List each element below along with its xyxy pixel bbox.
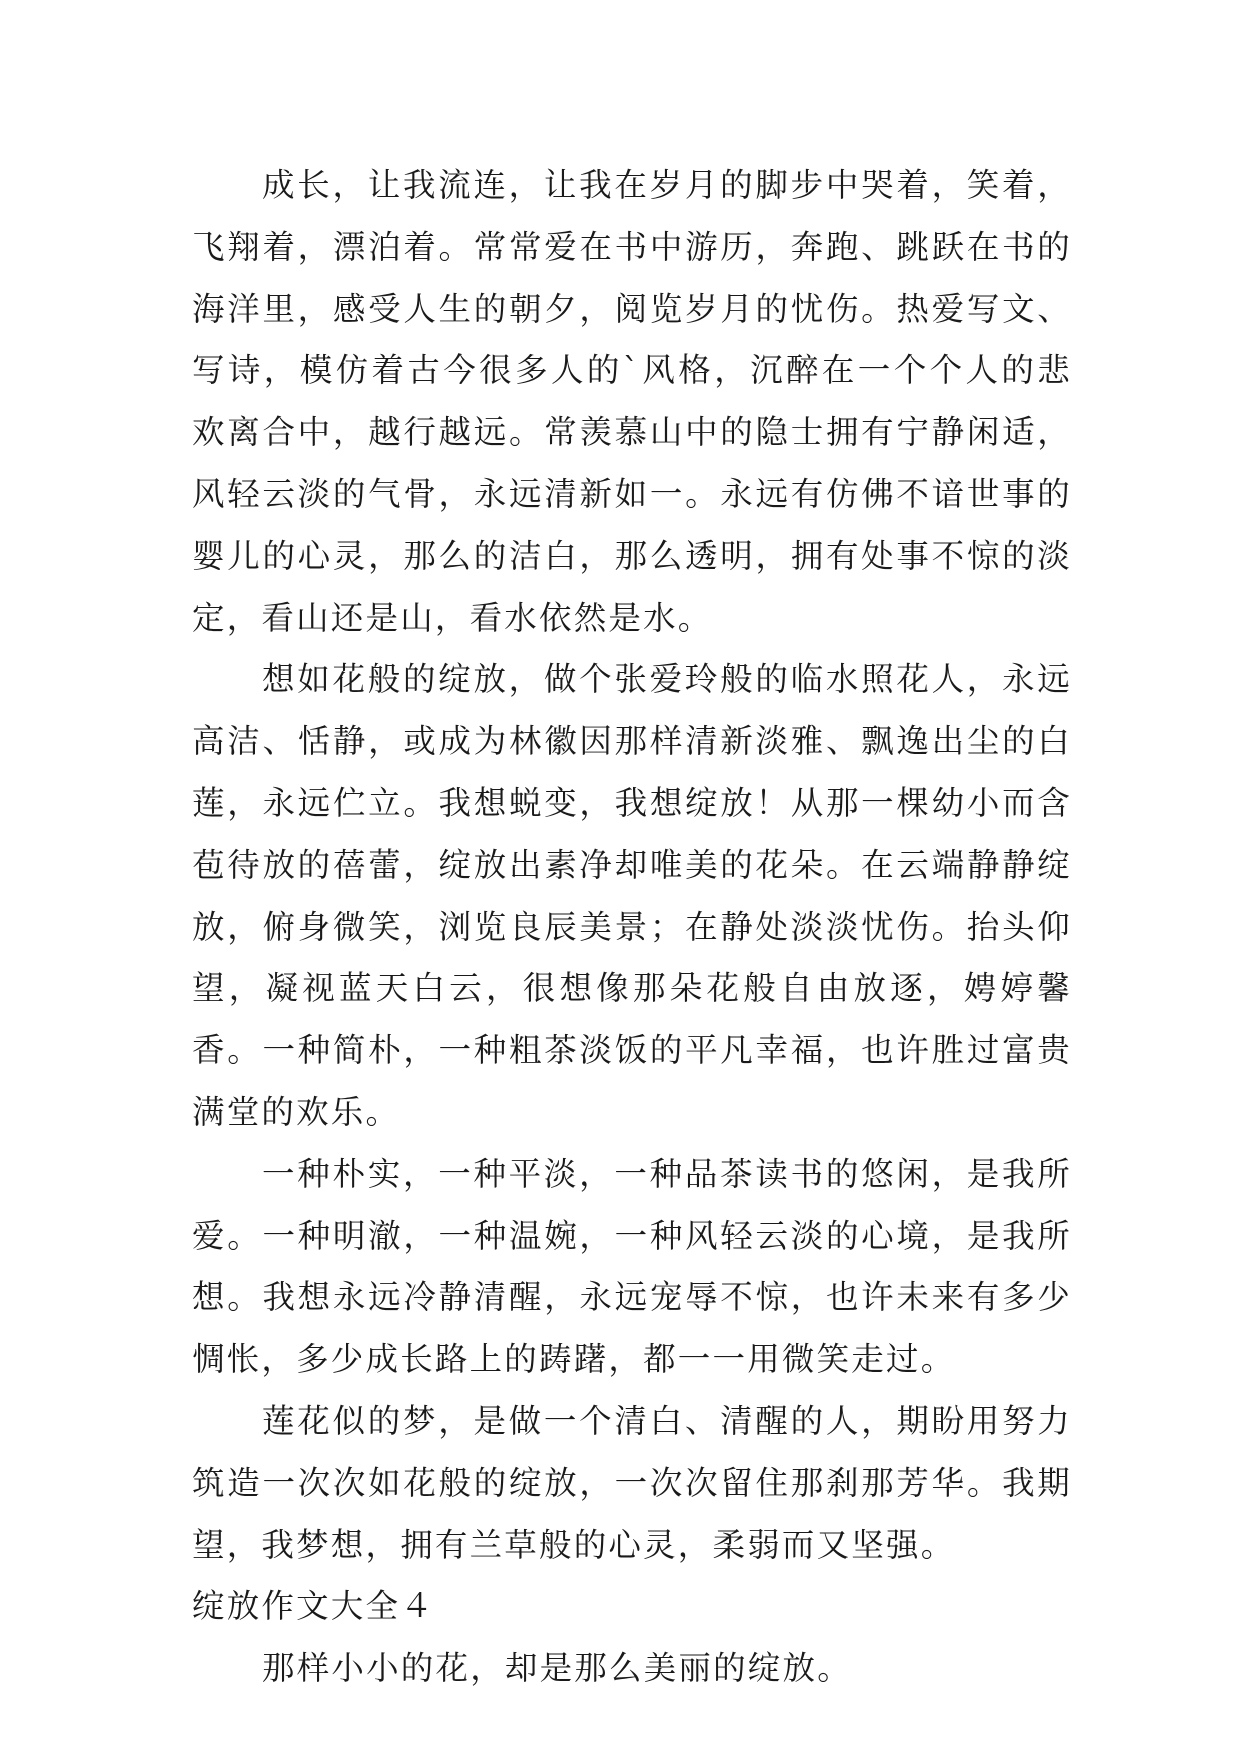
document-page	[192, 155, 1072, 1700]
body-paragraph-4: 莲花似的梦，是做一个清白、清醒的人，期盼用努力筑造一次次如花般的绽放，一次次留住那刹那芳华。我期望，我梦想，拥有兰草般的心灵，柔弱而又坚强。	[192, 1401, 1072, 1564]
body-paragraph-2: 想如花般的绽放，做个张爱玲般的临水照花人，永远高洁、恬静，或成为林徽因那样清新淡雅、飘逸出尘的白莲，永远伫立。我想蜕变，我想绽放！从那一棵幼小而含苞待放的蓓蕾，绽放出素净却唯美的花朵。在云端静静绽放，俯身微笑，浏览良辰美景；在静处淡淡忧伤。抬头仰望，凝视蓝天白云，很想像那朵花般自由放逐，娉婷馨香。一种简朴，一种粗茶淡饭的平凡幸福，也许胜过富贵满堂的欢乐。	[192, 660, 1072, 1131]
section-heading: 绽放作文大全４	[192, 1587, 435, 1626]
body-paragraph-3: 一种朴实，一种平淡，一种品茶读书的悠闲，是我所爱。一种明澈，一种温婉，一种风轻云淡的心境，是我所想。我想永远冷静清醒，永远宠辱不惊，也许未来有多少惆怅，多少成长路上的踌躇，都一一用微笑走过。	[192, 1154, 1072, 1379]
body-paragraph-1: 成长，让我流连，让我在岁月的脚步中哭着，笑着，飞翔着，漂泊着。常常爱在书中游历，奔跑、跳跃在书的海洋里，感受人生的朝夕，阅览岁月的忧伤。热爱写文、写诗，模仿着古今很多人的`风格，沉醉在一个个人的悲欢离合中，越行越远。常羡慕山中的隐士拥有宁静闲适，风轻云淡的气骨，永远清新如一。永远有仿佛不谙世事的婴儿的心灵，那么的洁白，那么透明，拥有处事不惊的淡定，看山还是山，看水依然是水。	[192, 166, 1072, 637]
section-paragraph-1: 那样小小的花，却是那么美丽的绽放。	[262, 1649, 852, 1688]
